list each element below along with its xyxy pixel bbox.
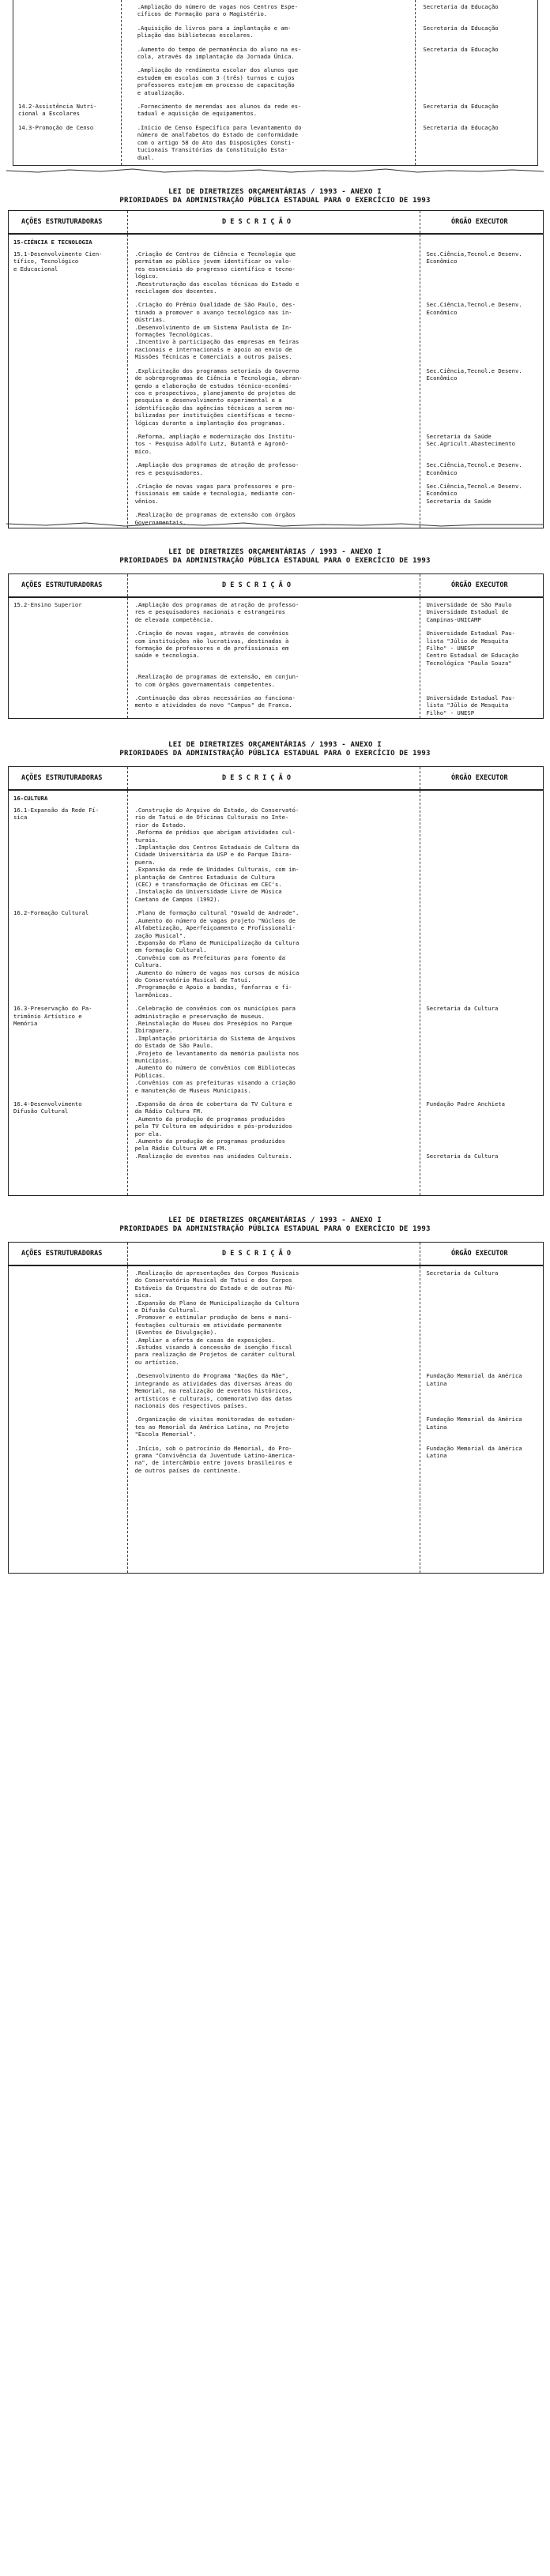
- page2-title: [0, 548, 550, 566]
- page3-title: [0, 741, 550, 758]
- header-description: D E S C R I Ç Ã O: [222, 1250, 291, 1258]
- description-cell: .Realização de apresentações dos Corpos Musicais do Conservatório Musical de Tatuí e dos Corpos Estáveis da Orquestra do Estado e de outras Mú- sica. .Expansão do Plano de Municipalização da Cultura e Difusão Cultural. .Promover e estimular produção de bens e mani- festações culturais em atividade permanente (Eventos de Divulgação). .Ampliar a oferta de casas de exposições. .Estudos visando à concessão de isenção fiscal para realização de Projetos de caráter cultural ou artístico.: [134, 1269, 299, 1366]
- description-cell: .Início, sob o patrocínio do Memorial, do Pro- grama "Convivência da Juventude Latino-America- na", de intercâmbio entre jovens brasileiros e de outros países do continente.: [134, 1444, 296, 1474]
- description-cell: .Continuação das obras necessárias ao funciona- mento e atividades do novo "Campus" de Franca.: [134, 694, 296, 709]
- description-cell: .Ampliação do rendimento escolar dos alunos que estudem em escolas com 3 (três) turnos e cujos professores estejam em processo de capacitação e atualização.: [137, 66, 299, 96]
- organ-cell: Sec.Ciência,Tecnol.e Desenv. Econômico: [426, 301, 522, 316]
- page3-table: [8, 766, 544, 1196]
- organ-cell: Fundação Memorial da América Latina: [426, 1444, 522, 1459]
- table-row: [9, 1369, 543, 1412]
- organ-cell: Sec.Ciência,Tecnol.e Desenv. Econômico: [426, 461, 522, 476]
- organ-cell: Secretaria da Educação: [423, 103, 499, 111]
- description-cell: .Organização de visitas monitoradas de estudan- tes ao Memorial da América Latina, no Projeto "Escola Memorial".: [134, 1416, 296, 1438]
- doc-title-line2: PRIORIDADES DA ADMINISTRAÇÃO PÚBLICA ESTADUAL PARA O EXERCÍCIO DE 1993: [119, 557, 431, 565]
- action-cell: [9, 673, 127, 688]
- header-description: D E S C R I Ç Ã O: [222, 218, 291, 226]
- organ-cell: Sec.Ciência,Tecnol.e Desenv. Econômico Secretaria da Saúde: [426, 482, 522, 505]
- doc-title-line2: PRIORIDADES DA ADMINISTRAÇÃO PÚBLICA ESTADUAL PARA O EXERCÍCIO DE 1993: [119, 197, 431, 205]
- action-cell: [9, 483, 127, 505]
- table-rows: [9, 247, 543, 529]
- description-cell: .Plano de formação cultural "Oswald de Andrade". .Aumento do número de vagas projeto "Núcleos de Alfabetização, Aperfeiçoamento e Profissionali- zação Musical". .Expansão do Plano de Municipalização da Cultura em formação Cultural. .Convênio com as Prefeituras para fomento da Cultura. .Aumento do número de vagas nos cursos de música do Conservatório Musical de Tatuí. .Programação e Apoio a bandas, fanfarras e fi- larmônicas.: [134, 909, 299, 998]
- table-row: [9, 1002, 543, 1097]
- description-cell: .Realização de programas de extensão com órgãos Governamentais.: [134, 511, 296, 526]
- action-cell: [9, 1445, 127, 1475]
- description-cell: .Realização de programas de extensão, em conjun- to com órgãos governamentais competentes.: [134, 673, 299, 688]
- page1-table: [8, 210, 544, 528]
- table-row: [9, 298, 543, 363]
- fragment-rows: [13, 0, 537, 164]
- header-actions: AÇÕES ESTRUTURADORAS: [21, 581, 103, 589]
- organ-cell: Fundação Padre Anchieta Secretaria da Cultura: [426, 1100, 505, 1160]
- table-row: [9, 626, 543, 670]
- section-title: 16-CULTURA: [13, 795, 48, 802]
- action-cell: [9, 367, 127, 427]
- organ-cell: Universidade de São Paulo Universidade Estadual de Campinas-UNICAMP: [426, 601, 512, 623]
- table-header: [9, 574, 543, 598]
- table-row: [9, 1266, 543, 1369]
- description-cell: .Ampliação dos programas de atração de professo- res e pesquisadores nacionais e estrangeiros de elevada competência.: [134, 601, 299, 623]
- table-row: [9, 430, 543, 458]
- organ-cell: Secretaria da Educação: [423, 123, 499, 131]
- previous-page-fragment: [13, 0, 538, 166]
- header-actions: AÇÕES ESTRUTURADORAS: [21, 1250, 103, 1258]
- description-cell: .Ampliação dos programas de atração de professo- res e pesquisadores.: [134, 461, 299, 476]
- action-cell: [9, 433, 127, 455]
- header-description: D E S C R I Ç Ã O: [222, 581, 291, 589]
- header-organ: ÓRGÃO EXECUTOR: [451, 581, 508, 589]
- page4-table: [8, 1242, 544, 1574]
- description-cell: .Desenvolvimento do Programa "Nações da Mãe", integrando as atividades das diversas áreas do Memorial, na realização de eventos históricos, artísticos e culturais, comemorativo das datas nacionais dos respectivos países.: [134, 1372, 292, 1409]
- action-cell: [13, 24, 130, 39]
- action-cell: [13, 3, 130, 18]
- table-row: [9, 1097, 543, 1163]
- header-organ: ÓRGÃO EXECUTOR: [451, 1250, 508, 1258]
- organ-cell: Secretaria da Cultura: [426, 1269, 499, 1277]
- action-cell: [9, 461, 127, 476]
- action-cell: 15.1-Desenvolvimento Cien- tífico, Tecnológico e Educacional: [13, 250, 103, 273]
- action-cell: [9, 1372, 127, 1409]
- description-cell: .Reforma, ampliação e modernização dos Institu- tos - Pesquisa Adolfo Lutz, Butantã e Agronô- mico.: [134, 432, 296, 455]
- description-cell: .Criação de novas vagas, através de convênios com instituições não lucrativas, destinadas à formação de professores e de profissionais em saúde e tecnologia.: [134, 630, 289, 660]
- table-header: [9, 211, 543, 235]
- table-row: [9, 691, 543, 720]
- action-cell: 16.3-Preservação do Pa- trimônio Artístico e Memória: [13, 1005, 92, 1027]
- header-description: D E S C R I Ç Ã O: [222, 774, 291, 782]
- organ-cell: [415, 66, 537, 96]
- table-row: [9, 1412, 543, 1441]
- section-title: 15-CIÊNCIA E TECNOLOGIA: [13, 239, 92, 246]
- doc-title-line1: LEI DE DIRETRIZES ORÇAMENTÁRIAS / 1993 - ANEXO I: [168, 741, 382, 749]
- table-row: [9, 364, 543, 430]
- table-header: [9, 767, 543, 791]
- table-row: [13, 0, 537, 21]
- page4-title: [0, 1217, 550, 1234]
- description-cell: .Explicitação dos programas setoriais do Governo de sobreprogramas de Ciência e Tecnologia, abran- gendo a elaboração de estudos técnico-econômi- cos e prospectivos, planejamento de projetos de pesquisa e desenvolvimento experimental e a identificação das agências técnicas a serem mo- bilizadas por instituições científicas e tecno- lógicas durante a implantação dos programas.: [134, 367, 303, 427]
- doc-title-line2: PRIORIDADES DA ADMINISTRAÇÃO PÚBLICA ESTADUAL PARA O EXERCÍCIO DE 1993: [119, 1225, 431, 1233]
- action-cell: [13, 46, 130, 61]
- action-cell: [13, 66, 130, 96]
- organ-cell: Universidade Estadual Pau- lista "Júlio de Mesquita Filho" - UNESP Centro Estadual de Educação Tecnológica "Paula Souza": [426, 630, 519, 667]
- organ-cell: Universidade Estadual Pau- lista "Júlio de Mesquita Filho" - UNESP: [426, 694, 515, 716]
- table-row: [9, 906, 543, 1002]
- table-rows: [9, 1266, 543, 1477]
- table-row: [9, 458, 543, 479]
- table-row: [9, 1442, 543, 1478]
- doc-title-line1: LEI DE DIRETRIZES ORÇAMENTÁRIAS / 1993 - ANEXO I: [168, 1217, 382, 1224]
- header-organ: ÓRGÃO EXECUTOR: [451, 218, 508, 226]
- table-row: [9, 670, 543, 691]
- action-cell: 15.2-Ensino Superior: [13, 601, 82, 608]
- table-row: [9, 247, 543, 298]
- action-cell: [9, 1416, 127, 1438]
- table-row: [13, 63, 537, 100]
- table-row: [13, 21, 537, 43]
- torn-edge: [6, 521, 544, 528]
- table-rows: [9, 803, 543, 1163]
- page2-table: [8, 573, 544, 719]
- description-cell: .Criação do Prêmio Qualidade de São Paulo, des- tinado a promover o avanço tecnológico nas in- dústrias. .Desenvolvimento de um Sistema Paulista de In- formações Tecnológicas. .Incentivo à participação das empresas em feiras nacionais e internacionais e apoio ao envio de Missões Técnicas e Comerciais a outros países.: [134, 301, 299, 361]
- table-row: [9, 598, 543, 626]
- description-cell: .Criação de novas vagas para professores e pro- fissionais em saúde e tecnologia, mediante con- vênios.: [134, 482, 296, 505]
- doc-title-line1: LEI DE DIRETRIZES ORÇAMENTÁRIAS / 1993 - ANEXO I: [168, 548, 382, 556]
- organ-cell: Secretaria da Educação: [423, 24, 499, 32]
- description-cell: .Fornecimento de merendas aos alunos da rede es- tadual e aquisição de equipamentos.: [137, 103, 302, 118]
- header-actions: AÇÕES ESTRUTURADORAS: [21, 218, 103, 226]
- header-organ: ÓRGÃO EXECUTOR: [451, 774, 508, 782]
- table-row: [13, 121, 537, 164]
- organ-cell: Secretaria da Cultura: [426, 1005, 499, 1013]
- description-cell: .Expansão da área de cobertura da TV Cultura e da Rádio Cultura FM. .Aumento da produção de programas produzidos pela TV Cultura em adquiridos e pós-produzidos por ela. .Aumento da produção de programas produzidos pela Rádio Cultura AM e FM. .Realização de eventos nas unidades Culturais.: [134, 1100, 292, 1160]
- organ-cell: Fundação Memorial da América Latina: [426, 1372, 522, 1387]
- action-cell: 14.2-Assistência Nutri- cional a Escolares: [18, 103, 97, 118]
- action-cell: 14.3-Promoção de Censo: [18, 123, 94, 131]
- action-cell: [9, 301, 127, 360]
- header-actions: AÇÕES ESTRUTURADORAS: [21, 774, 103, 782]
- table-rows: [9, 598, 543, 720]
- organ-cell: [418, 673, 543, 688]
- organ-cell: [418, 807, 543, 903]
- organ-cell: Secretaria da Educação: [423, 3, 499, 10]
- description-cell: .Aquisição de livros para a implantação e am- pliação das bibliotecas escolares.: [137, 24, 292, 39]
- table-row: [13, 100, 537, 121]
- action-cell: 16.2-Formação Cultural: [13, 909, 89, 917]
- description-cell: .Início de Censo Específico para levantamento do número de analfabetos do Estado de conformidade com o artigo 58 do Ato das Disposições Consti- tucionais Transitórias da Constituição Esta- dual.: [137, 123, 302, 161]
- table-row: [9, 803, 543, 906]
- table-header: [9, 1243, 543, 1266]
- organ-cell: Sec.Ciência,Tecnol.e Desenv. Econômico: [426, 367, 522, 382]
- organ-cell: Fundação Memorial da América Latina: [426, 1416, 522, 1431]
- organ-cell: [418, 909, 543, 998]
- table-row: [9, 479, 543, 508]
- description-cell: .Celebração de convênios com os municípios para administração e preservação de museus. .Reinstalação do Museu dos Presépios no Parque Ibirapuera. .Implantação prioritária do Sistema de Arquivos do Estado de São Paulo. .Projeto de levantamento da memória paulista nos municípios. .Aumento do número de convênios com Bibliotecas Públicas. .Convênios com as prefeituras visando a criação e manutenção de Museus Municipais.: [134, 1005, 299, 1094]
- description-cell: .Construção do Arquivo do Estado, do Conservató- rio de Tatuí e de Oficinas Culturais no Inte- rior do Estado. .Reforma de prédios que abrigam atividades cul- turais. .Implantação dos Centros Estaduais de Cultura da Cidade Universitária da USP e do Parque Ibira- puera. .Expansão da rede de Unidades Culturais, com im- plantação de Centros Estaduais de Cultura (CEC) e transformação de Oficinas em CEC's. .Instalação da Universidade Livre de Música Caetano de Campos (1992).: [134, 807, 299, 903]
- torn-edge: [6, 167, 544, 174]
- action-cell: 16.1-Expansão da Rede Fí- sica: [13, 807, 100, 822]
- description-cell: .Aumento do tempo de permanência do aluno na es- cola, através da implantação da Jornada Única.: [137, 45, 302, 61]
- doc-title-line2: PRIORIDADES DA ADMINISTRAÇÃO PÚBLICA ESTADUAL PARA O EXERCÍCIO DE 1993: [119, 750, 431, 758]
- organ-cell: Sec.Ciência,Tecnol.e Desenv. Econômico: [426, 250, 522, 265]
- description-cell: .Ampliação do número de vagas nos Centros Espe- cíficos de Formação para o Magistério.: [137, 3, 299, 18]
- action-cell: [9, 1269, 127, 1366]
- description-cell: .Criação de Centros de Ciência e Tecnologia que permitam ao público jovem identificar os valo- res essenciais do progresso científico e tecno- lógico. .Reestruturação das escolas técnicas do Estado e reciclagem dos docentes.: [134, 250, 299, 295]
- organ-cell: Secretaria da Educação: [423, 45, 499, 53]
- action-cell: 16.4-Desenvolvimento Difusão Cultural: [13, 1100, 82, 1115]
- organ-cell: Secretaria da Saúde Sec.Agricult.Abastecimento: [426, 432, 515, 448]
- page1-title: [0, 188, 550, 205]
- action-cell: [9, 630, 127, 667]
- action-cell: [9, 694, 127, 716]
- table-row: [13, 43, 537, 64]
- doc-title-line1: LEI DE DIRETRIZES ORÇAMENTÁRIAS / 1993 - ANEXO I: [168, 188, 382, 196]
